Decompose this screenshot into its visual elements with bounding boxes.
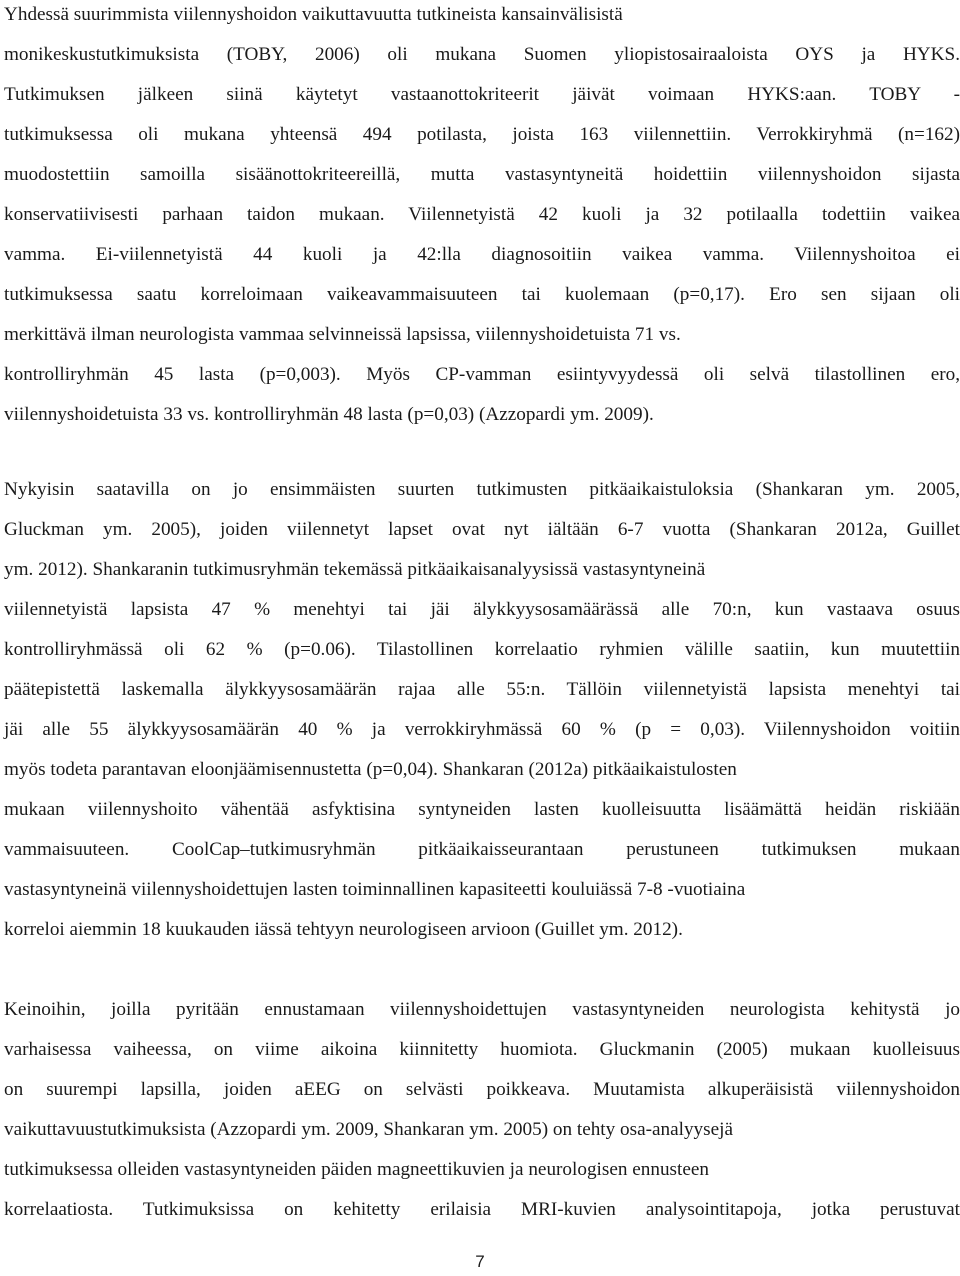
paragraph-line: mukaan viilennyshoito vähentää asfyktisina syntyneiden lasten kuolleisuutta lisäämättä heidän riskiään <box>4 799 960 820</box>
paragraph-line: Yhdessä suurimmista viilennyshoidon vaikuttavuutta tutkineista kansainvälisistä <box>4 4 623 25</box>
paragraph-line: merkittävä ilman neurologista vammaa selvinneissä lapsissa, viilennyshoidetuista 71 vs. <box>4 324 681 345</box>
paragraph-line: ym. 2012). Shankaranin tutkimusryhmän tekemässä pitkäaikaisanalyysissä vastasyntyneinä <box>4 559 706 580</box>
paragraph-line: Nykyisin saatavilla on jo ensimmäisten suurten tutkimusten pitkäaikaistuloksia (Shankaran ym. 2005, <box>4 479 960 500</box>
paragraph-prognosis-methods <box>4 990 960 1230</box>
paragraph-line: monikeskustutkimuksista (TOBY, 2006) oli mukana Suomen yliopistosairaaloista OYS ja HYKS. <box>4 44 960 65</box>
page-number: 7 <box>475 1252 485 1271</box>
paragraph-line: tutkimuksessa saatu korreloimaan vaikeavammaisuuteen tai kuolemaan (p=0,17). Ero sen sijaan oli <box>4 284 960 305</box>
paragraph-line: Gluckman ym. 2005), joiden viilennetyt lapset ovat nyt iältään 6-7 vuotta (Shankaran 2012a, Guillet <box>4 519 960 540</box>
paragraph-line: päätepistettä laskemalla älykkyysosamäärän rajaa alle 55:n. Tällöin viilennetyistä lapsista menehtyi tai <box>4 679 960 700</box>
paragraph-line: korrelaatiosta. Tutkimuksissa on kehitetty erilaisia MRI-kuvien analysointitapoja, jotka perustuvat <box>4 1199 960 1220</box>
paragraph-toby-study <box>4 0 960 435</box>
paragraph-line: jäi alle 55 älykkyysosamäärän 40 % ja verrokkiryhmässä 60 % (p = 0,03). Viilennyshoidon voitiin <box>4 719 960 740</box>
paragraph-line: vastasyntyneinä viilennyshoidettujen lasten toiminnallinen kapasiteetti kouluiässä 7-8 -vuotiaina <box>4 879 746 900</box>
paragraph-line: vammaisuuteen. CoolCap–tutkimusryhmän pitkäaikaisseurantaan perustuneen tutkimuksen mukaan <box>4 839 960 860</box>
paragraph-line: konservatiivisesti parhaan taidon mukaan. Viilennetyistä 42 kuoli ja 32 potilaalla todettiin vaikea <box>4 204 960 225</box>
paragraph-line: Keinoihin, joilla pyritään ennustamaan viilennyshoidettujen vastasyntyneiden neurologista kehitystä jo <box>4 999 960 1020</box>
paragraph-line: viilennyshoidetuista 33 vs. kontrolliryhmän 48 lasta (p=0,03) (Azzopardi ym. 2009). <box>4 404 654 425</box>
paragraph-line: korreloi aiemmin 18 kuukauden iässä tehtyyn neurologiseen arvioon (Guillet ym. 2012). <box>4 919 683 940</box>
paragraph-line: kontrolliryhmän 45 lasta (p=0,003). Myös CP-vamman esiintyvyydessä oli selvä tilastollinen ero, <box>4 364 960 385</box>
paragraph-line: vamma. Ei-viilennetyistä 44 kuoli ja 42:lla diagnosoitiin vaikea vamma. Viilennyshoitoa ei <box>4 244 960 265</box>
paragraph-line: viilennetyistä lapsista 47 % menehtyi tai jäi älykkyysosamäärässä alle 70:n, kun vastaava osuus <box>4 599 960 620</box>
paragraph-line: kontrolliryhmässä oli 62 % (p=0.06). Tilastollinen korrelaatio ryhmien välille saatiin, kun muutettiin <box>4 639 960 660</box>
paragraph-line: varhaisessa vaiheessa, on viime aikoina kiinnitetty huomiota. Gluckmanin (2005) mukaan kuolleisuus <box>4 1039 960 1060</box>
paragraph-line: Tutkimuksen jälkeen siinä käytetyt vastaanottokriteerit jäivät voimaan HYKS:aan. TOBY - <box>4 84 960 105</box>
paragraph-line: tutkimuksessa oli mukana yhteensä 494 potilasta, joista 163 viilennettiin. Verrokkiryhmä (n=162) <box>4 124 960 145</box>
paragraph-line: tutkimuksessa olleiden vastasyntyneiden päiden magneettikuvien ja neurologisen ennusteen <box>4 1159 709 1180</box>
paragraph-line: myös todeta parantavan eloonjäämisennustetta (p=0,04). Shankaran (2012a) pitkäaikaistulosten <box>4 759 737 780</box>
paragraph-line: vaikuttavuustutkimuksista (Azzopardi ym. 2009, Shankaran ym. 2005) on tehty osa-analyysejä <box>4 1119 733 1140</box>
paragraph-line: muodostettiin samoilla sisäänottokriteereillä, mutta vastasyntyneitä hoidettiin viilennyshoidon sijasta <box>4 164 960 185</box>
paragraph-long-term-results <box>4 470 960 950</box>
paragraph-line: on suurempi lapsilla, joiden aEEG on selvästi poikkeava. Muutamista alkuperäisistä viilennyshoidon <box>4 1079 960 1100</box>
